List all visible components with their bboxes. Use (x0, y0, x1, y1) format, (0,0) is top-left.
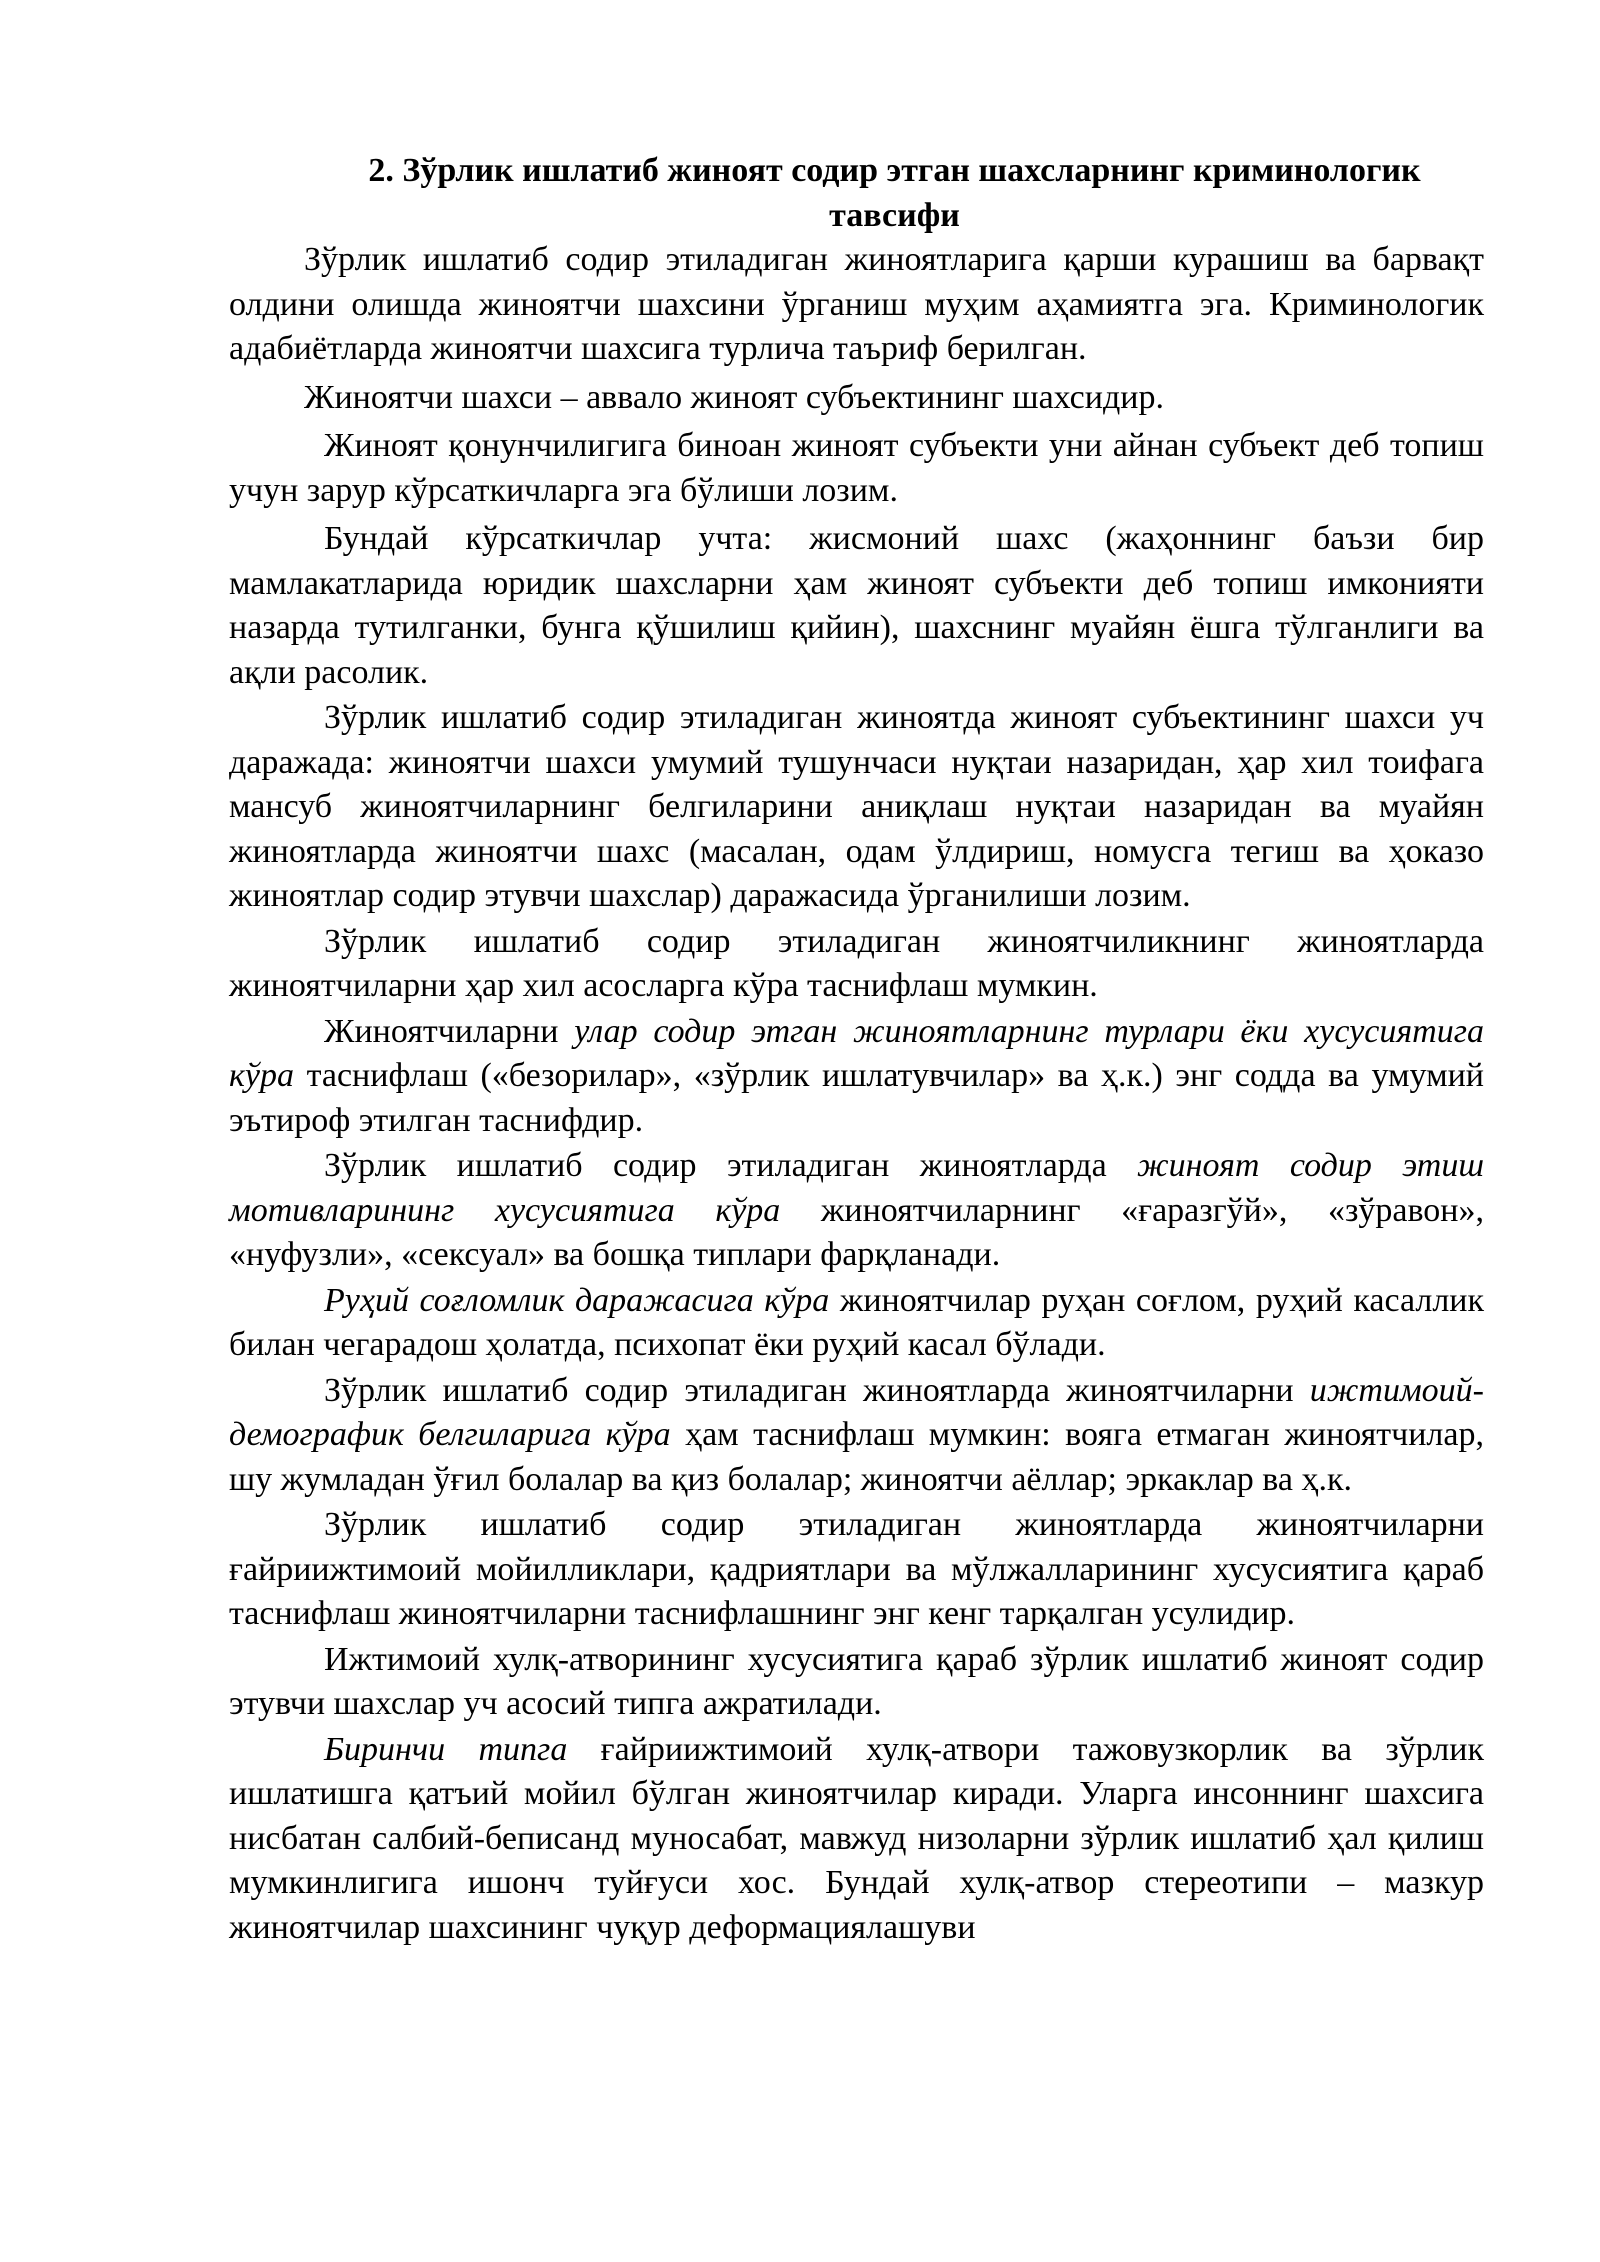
paragraph-10 (229, 1369, 1484, 1503)
paragraph-9-emphasis: Руҳий соғломлик даражасига кўра (324, 1281, 830, 1319)
paragraph-8-text-c: жиноятчиларнинг «ғаразгўй», «зўравон», «нуфузли», «сексуал» ва бошқа типлари фарқланади. (229, 1191, 1484, 1273)
paragraph-2: Жиноятчи шахси – аввало жиноят субъектининг шахсидир. (304, 378, 1164, 416)
paragraph-8 (229, 1144, 1484, 1278)
paragraph-1: Зўрлик ишлатиб содир этиладиган жиноятларига қарши курашиш ва барвақт олдини олишда жиноятчи шахсини ўрганиш муҳим аҳамиятга эга. Криминологик адабиётларда жиноятчи шахсига турлича таъриф берилган. (229, 241, 1484, 367)
paragraph-7-text-c: таснифлаш («безорилар», «зўрлик ишлатувчилар» ва ҳ.к.) энг содда ва умумий эътироф этилган таснифдир. (229, 1057, 1484, 1139)
paragraph-11: Зўрлик ишлатиб содир этиладиган жиноятларда жиноятчиларни ғайриижтимоий мойилликлари, қадриятлари ва мўлжалларининг хусусиятига қараб таснифлаш жиноятчиларни таснифлашнинг энг кенг тарқалган усулидир. (229, 1506, 1484, 1632)
heading-line-1: 2. Зўрлик ишлатиб жиноят содир этган шахсларнинг криминологик (368, 152, 1421, 189)
paragraph-8-emphasis: жиноят содир этиш мотивларининг хусусиятига кўра (229, 1147, 1484, 1229)
paragraph-13-emphasis: Биринчи типга (324, 1730, 568, 1768)
paragraph-3: Жиноят қонунчилигига биноан жиноят субъекти уни айнан субъект деб топиш учун зарур кўрсаткичларга эга бўлиши лозим. (229, 427, 1484, 509)
paragraph-13 (229, 1728, 1484, 1951)
paragraph-12: Ижтимоий хулқ-атворининг хусусиятига қараб зўрлик ишлатиб жиноят содир этувчи шахслар уч асосий типга ажратилади. (229, 1640, 1484, 1722)
paragraph-9-text-c: жиноятчилар руҳан соғлом, руҳий касаллик билан чегарадош ҳолатда, психопат ёки руҳий касал бўлади. (229, 1281, 1485, 1363)
document-body (229, 148, 1484, 1951)
paragraph-10-text-a: Зўрлик ишлатиб содир этиладиган жиноятларда жиноятчиларни (324, 1371, 1310, 1409)
paragraph-10-emphasis: ижтимоий-демографик белгиларига кўра (229, 1371, 1484, 1453)
paragraph-7-text-a: Жиноятчиларни (324, 1012, 575, 1050)
paragraph-7-emphasis: улар содир этган жиноятларнинг турлари ёки хусусиятига кўра (229, 1012, 1484, 1094)
paragraph-6: Зўрлик ишлатиб содир этиладиган жиноятчиликнинг жиноятларда жиноятчиларни ҳар хил асосларга кўра таснифлаш мумкин. (229, 922, 1484, 1004)
section-heading (305, 148, 1484, 238)
paragraph-9 (229, 1279, 1484, 1368)
paragraph-5: Зўрлик ишлатиб содир этиладиган жиноятда жиноят субъектининг шахси уч даражада: жиноятчи шахси умумий тушунчаси нуқтаи назаридан, ҳар хил тоифага мансуб жиноятчиларнинг белгиларини аниқлаш нуқтаи назаридан ва муайян жиноятларда жиноятчи шахс (масалан, одам ўлдириш, номусга тегиш ва ҳоказо жиноятлар содир этувчи шахслар) даражасида ўрганилиши лозим. (229, 699, 1484, 914)
paragraph-4: Бундай кўрсаткичлар учта: жисмоний шахс (жаҳоннинг баъзи бир мамлакатларида юридик шахсларни ҳам жиноят субъекти деб топиш имконияти назарда тутилганки, бунга қўшилиш қийин), шахснинг муайян ёшга тўлганлиги ва ақли расолик. (229, 520, 1484, 691)
paragraph-8-text-a: Зўрлик ишлатиб содир этиладиган жиноятларда (324, 1147, 1138, 1184)
heading-line-2: тавсифи (829, 197, 960, 234)
paragraph-10-text-c: ҳам таснифлаш мумкин: вояга етмаган жиноятчилар, шу жумладан ўғил болалар ва қиз болалар; жиноятчи аёллар; эркаклар ва ҳ.к. (229, 1416, 1484, 1498)
paragraph-13-text-c: ғайриижтимоий хулқ-атвори тажовузкорлик ва зўрлик ишлатишга қатъий мойил бўлган жиноятчилар киради. Уларга инсоннинг шахсига нисбатан салбий-беписанд муносабат, мавжуд низоларни зўрлик ишлатиб ҳал қилиш мумкинлигига ишонч туйғуси хос. Бундай хулқ-атвор стереотипи – мазкур жиноятчилар шахсининг чуқур деформациялашуви (229, 1730, 1484, 1946)
paragraph-7 (229, 1010, 1484, 1144)
